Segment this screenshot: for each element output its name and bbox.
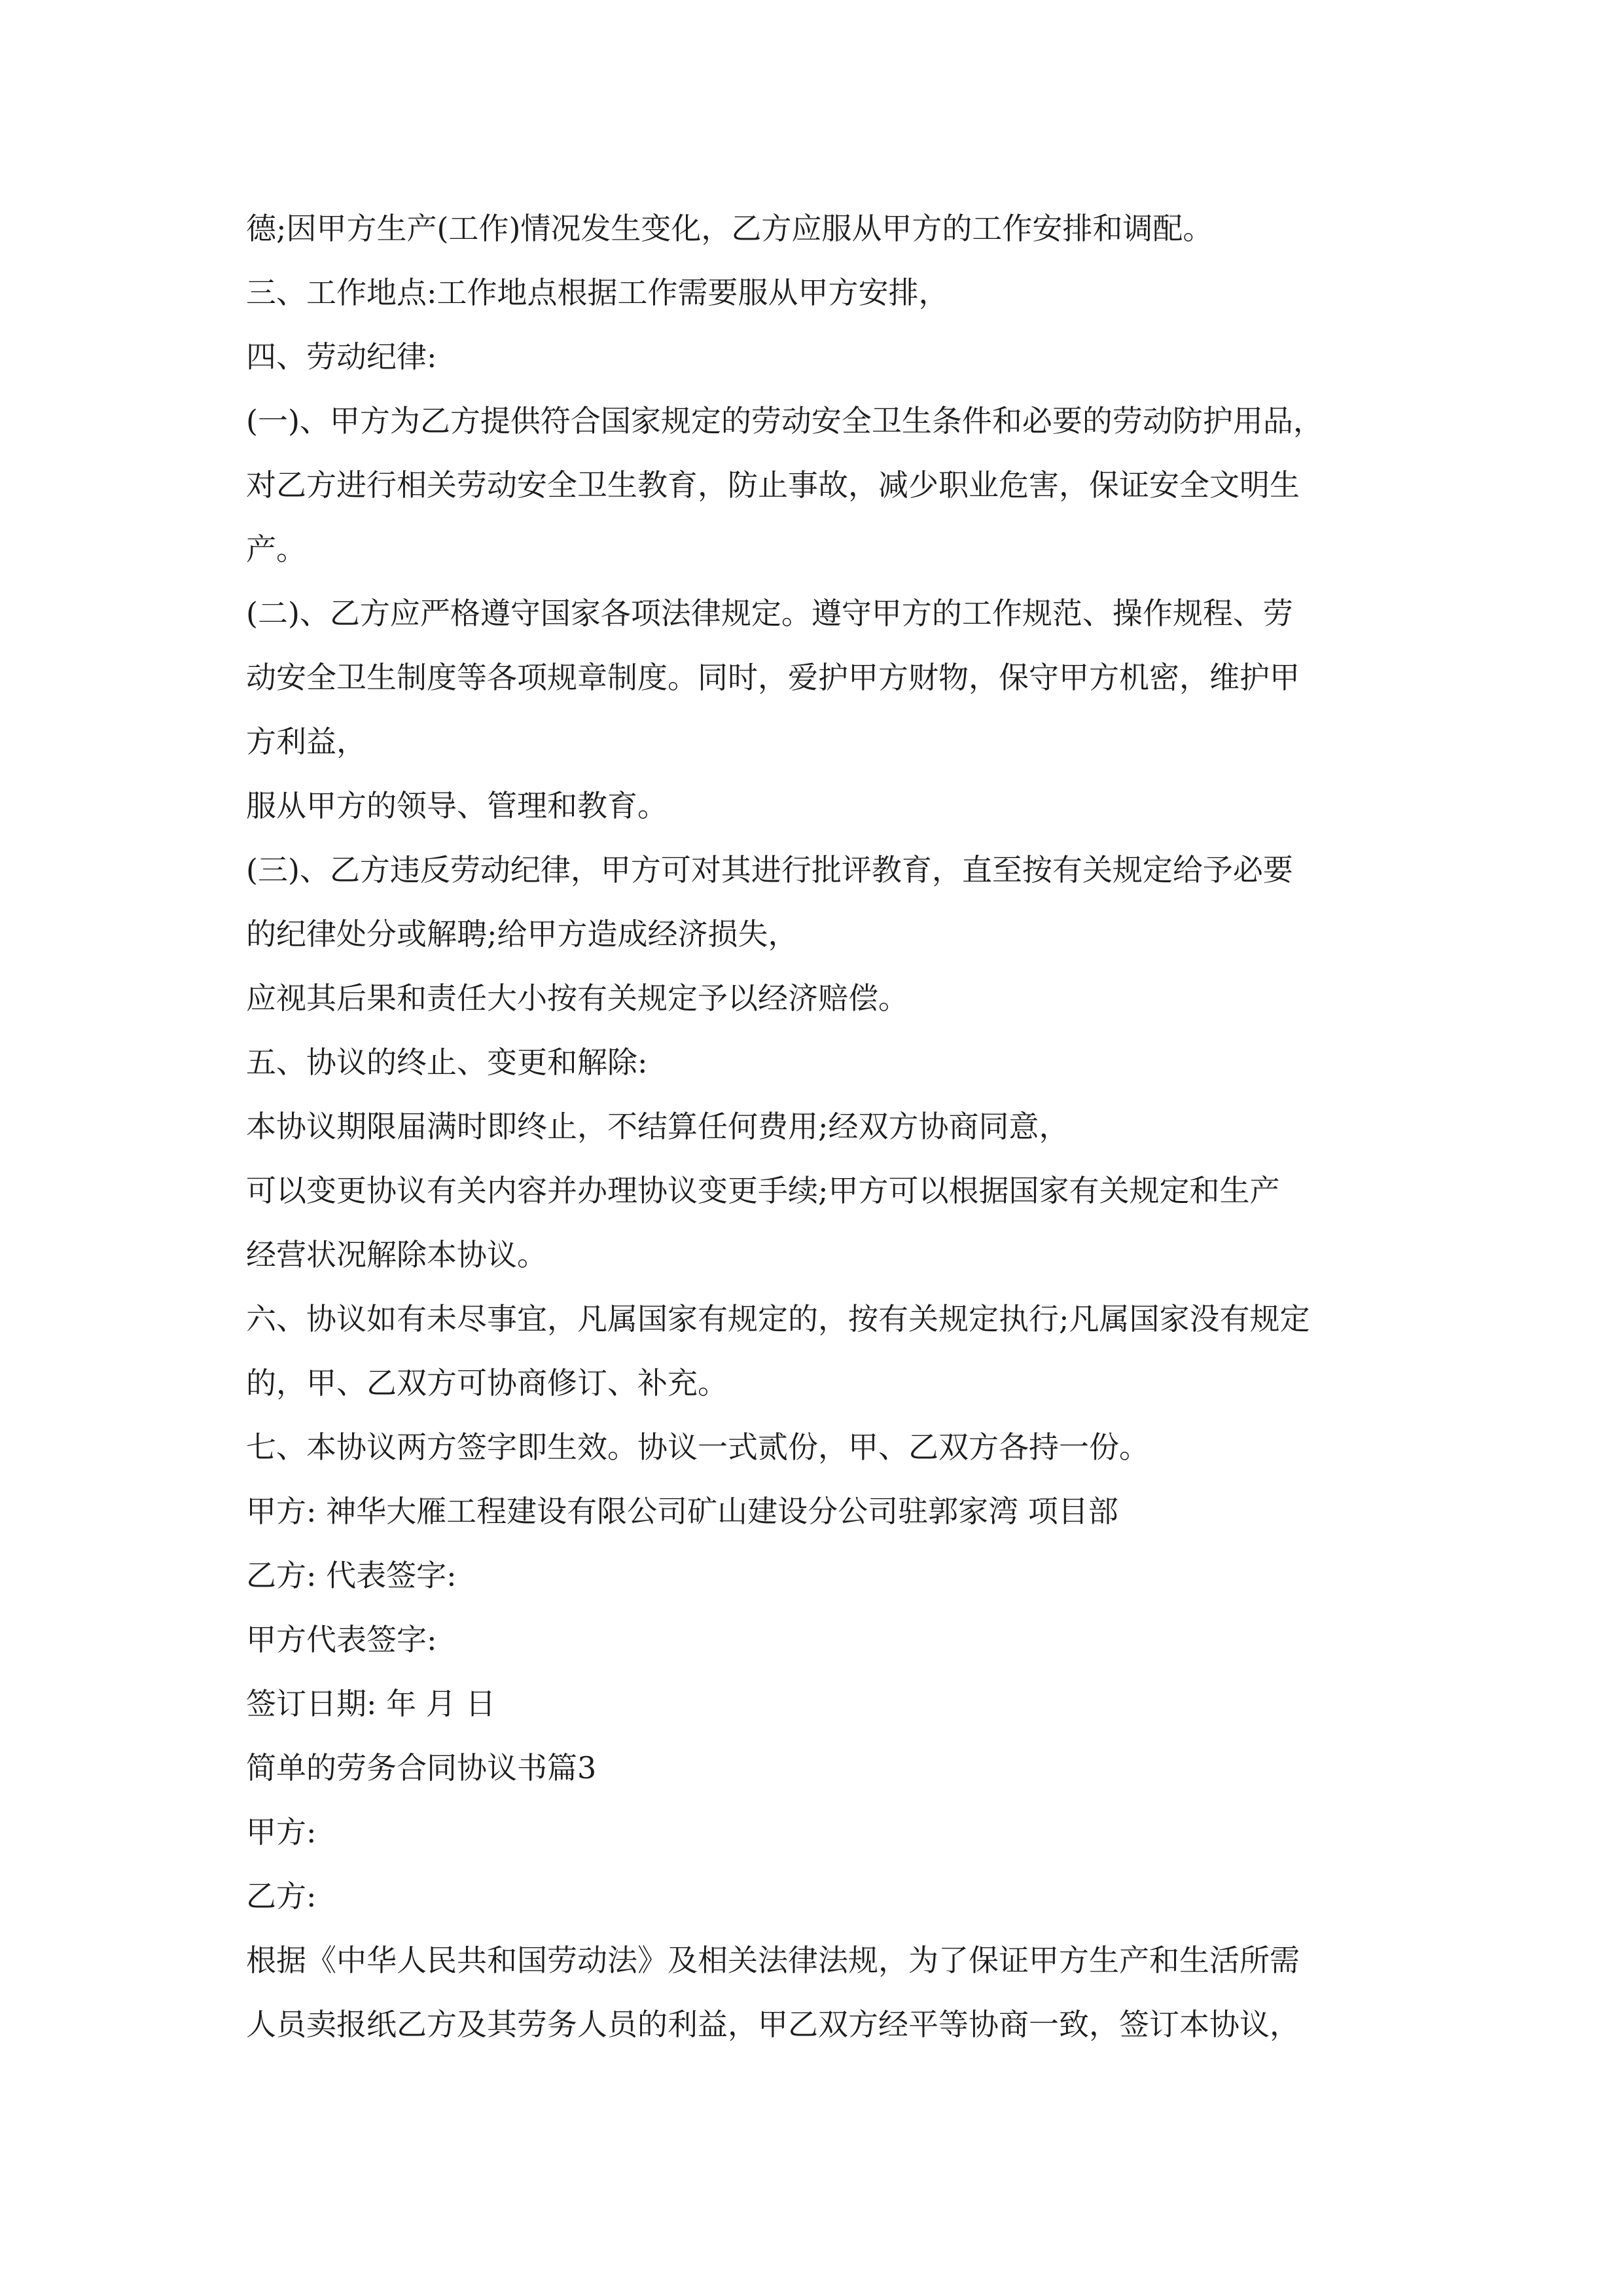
party-b-signature-line: 乙方: 代表签字: <box>246 1558 457 1593</box>
section-title: 简单的劳务合同协议书篇3 <box>246 1750 597 1785</box>
document-body <box>246 196 1378 2056</box>
signing-date-line: 签订日期: 年 月 日 <box>246 1686 496 1721</box>
text-line: (二)、乙方应严格遵守国家各项法律规定。遵守甲方的工作规范、操作规程、劳 <box>246 596 1293 631</box>
text-line: 动安全卫生制度等各项规章制度。同时，爱护甲方财物，保守甲方机密，维护甲 <box>246 660 1300 695</box>
text-line: 根据《中华人民共和国劳动法》及相关法律法规，为了保证甲方生产和生活所需 <box>246 1943 1300 1978</box>
text-line: 方利益， <box>246 724 366 759</box>
text-line: 产。 <box>246 531 306 567</box>
section-heading-effectiveness: 七、本协议两方签字即生效。协议一式贰份，甲、乙双方各持一份。 <box>246 1429 1149 1465</box>
section-heading-work-location: 三、工作地点:工作地点根据工作需要服从甲方安排， <box>246 275 949 310</box>
section-heading-termination: 五、协议的终止、变更和解除: <box>246 1045 648 1080</box>
party-a-line: 甲方: 神华大雁工程建设有限公司矿山建设分公司驻郭家湾 项目部 <box>246 1494 1118 1529</box>
text-line: 服从甲方的领导、管理和教育。 <box>246 788 668 823</box>
section-heading-unresolved-matters: 六、协议如有未尽事宜，凡属国家有规定的，按有关规定执行;凡属国家没有规定 <box>246 1301 1310 1336</box>
text-line: 经营状况解除本协议。 <box>246 1237 547 1272</box>
section-heading-labor-discipline: 四、劳动纪律: <box>246 339 437 374</box>
text-line: 可以变更协议有关内容并办理协议变更手续;甲方可以根据国家有关规定和生产 <box>246 1173 1280 1208</box>
party-a-signature-line: 甲方代表签字: <box>246 1622 437 1657</box>
text-line: 应视其后果和责任大小按有关规定予以经济赔偿。 <box>246 980 908 1016</box>
text-line: 对乙方进行相关劳动安全卫生教育，防止事故，减少职业危害，保证安全文明生 <box>246 467 1300 503</box>
text-line: 的，甲、乙双方可协商修订、补充。 <box>246 1365 728 1401</box>
text-line: 本协议期限届满时即终止，不结算任何费用;经双方协商同意， <box>246 1109 1069 1144</box>
text-line: 的纪律处分或解聘;给甲方造成经济损失， <box>246 916 798 952</box>
text-line: (三)、乙方违反劳动纪律，甲方可对其进行批评教育，直至按有关规定给予必要 <box>246 852 1293 888</box>
party-a-label: 甲方: <box>246 1814 317 1850</box>
party-b-label: 乙方: <box>246 1878 317 1914</box>
text-line: 人员卖报纸乙方及其劳务人员的利益，甲乙双方经平等协商一致，签订本协议， <box>246 2007 1300 2042</box>
text-line: 德;因甲方生产(工作)情况发生变化，乙方应服从甲方的工作安排和调配。 <box>246 211 1213 246</box>
text-line: (一)、甲方为乙方提供符合国家规定的劳动安全卫生条件和必要的劳动防护用品， <box>246 403 1323 439</box>
